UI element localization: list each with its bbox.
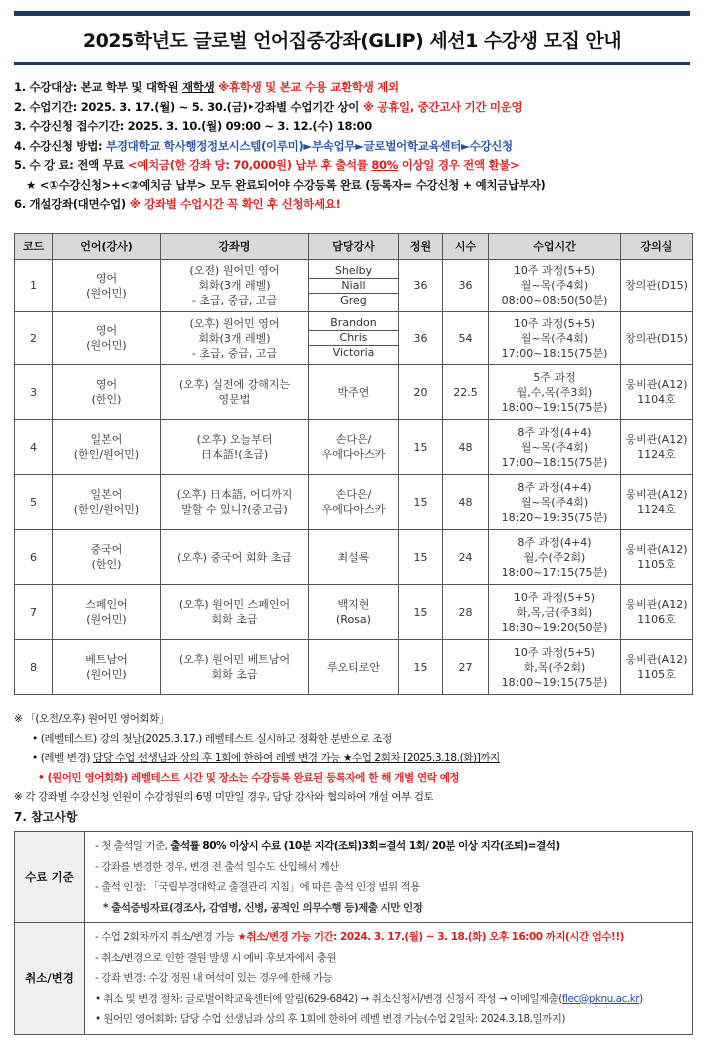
info-section bbox=[14, 78, 694, 215]
reference-table bbox=[14, 831, 693, 1035]
table-row: 4 일본어 (한인/원어민) (오후) 오늘부터 日本語!(초급) 손다은/ 우에다아스카 15 48 8주 과정(4+4) 월~목(주4회) 17:00~18:15(75분) 웅비관(A12) 1124호 bbox=[15, 420, 693, 475]
table-row: 8 베트남어 (원어민) (오후) 원어민 베트남어 회화 초급 루오티로안 15 27 10주 과정(5+5) 화,목(주2회) 18:00~19:15(75분) 웅비관(A12) 1105호 bbox=[15, 640, 693, 695]
note-level-change: • (레벨 변경) 담당 수업 선생님과 상의 후 1회에 한하여 레벨 변경 가능 ★수업 2회차 [2025.3.18.(화)]까지 bbox=[32, 752, 500, 764]
header-code: 코드 bbox=[15, 234, 53, 260]
table-row: 3 영어 (한인) (오후) 실전에 강해지는 영문법 박주연 20 22.5 5주 과정 월,수,목(주3회) 18:00~19:15(75분) 웅비관(A12) 1104호 bbox=[15, 365, 693, 420]
table-row: 6 중국어 (한인) (오후) 중국어 회화 초급 최설록 15 24 8주 과정(4+4) 월,수(주2회) 18:00~17:15(75분) 웅비관(A12) 1105호 bbox=[15, 530, 693, 585]
note-min-enrollment: ※ 각 강좌별 수강신청 인원이 수강정원의 6명 미만일 경우, 담당 강사와 협의하여 개설 여부 검토 bbox=[14, 791, 434, 803]
reference-row-completion: 수료 기준 - 첫 출석일 기준, 출석률 80% 이상시 수료 (10분 지각(조퇴)3회=결석 1회/ 20분 이상 지각(조퇴)=결석) - 강좌를 변경한 경우, 변경 전 출석 일수도 산입해서 계산 - 출석 인정: 「국립부경대학교 출결관리 지침」에 따른 출석 인정 범위 적용 * 출석증빙자료(경조사, 감염병, 신병, 공적인 의무수행 등)제출 시만 인정 bbox=[15, 832, 693, 923]
header-time: 수업시간 bbox=[489, 234, 621, 260]
header-language: 언어(강사) bbox=[53, 234, 161, 260]
table-row: 7 스페인어 (원어민) (오후) 원어민 스페인어 회화 초급 백지현 (Rosa) 15 28 10주 과정(5+5) 화,목,금(주3회) 18:30~19:20(50분) 웅비관(A12) 1106호 bbox=[15, 585, 693, 640]
table-header-row bbox=[15, 234, 693, 260]
info-fee: 5. 수 강 료: 전액 무료 <예치금(한 강좌 당: 70,000원) 납부 후 출석률 80% 이상일 경우 전액 환불> bbox=[14, 158, 520, 172]
note-contact: • (원어민 영어회화) 레벨테스트 시간 및 장소는 수강등록 완료된 등록자에 한 해 개별 연락 예정 bbox=[38, 771, 460, 784]
info-fee-note: ★ <①수강신청>+<②예치금 납부> 모두 완료되어야 수강등록 완료 (등록자= 수강신청 + 예치금납부자) bbox=[26, 177, 546, 192]
info-method: 4. 수강신청 방법: 부경대학교 학사행정정보시스템(이루미)►부속업무►글로벌어학교육센터►수강신청 bbox=[14, 138, 513, 153]
header-teacher: 담당강사 bbox=[309, 234, 399, 260]
header-room: 강의실 bbox=[621, 234, 693, 260]
info-courses-heading: 6. 개설강좌(대면수업) ※ 강좌별 수업시간 꼭 확인 후 신청하세요! bbox=[14, 197, 341, 211]
page-title: 2025학년도 글로벌 언어집중강좌(GLIP) 세션1 수강생 모집 안내 bbox=[82, 30, 622, 52]
note-level-test: • (레벨테스트) 강의 첫날(2025.3.17.) 레벨테스트 실시하고 정확한 분반으로 조정 bbox=[32, 732, 392, 745]
teacher-stack: Brandon Chris Victoria bbox=[309, 312, 399, 365]
header-capacity: 정원 bbox=[399, 234, 443, 260]
teacher-stack: Shelby Niall Greg bbox=[309, 260, 399, 312]
info-registration-period: 3. 수강신청 접수기간: 2025. 3. 10.(월) 09:00 ~ 3. 12.(수) 18:00 bbox=[14, 119, 372, 133]
reference-heading: 7. 참고사항 bbox=[14, 810, 78, 824]
table-row: 5 일본어 (한인/원어민) (오후) 日本語, 어디까지 말할 수 있니?(중고급) 손다은/ 우에다아스카 15 48 8주 과정(4+4) 월~목(주4회) 18:20~19:35(75분) 웅비관(A12) 1124호 bbox=[15, 475, 693, 530]
title-bottom-bar bbox=[14, 62, 690, 65]
reference-row-cancel: 취소/변경 - 수업 2회차까지 취소/변경 가능 ★취소/변경 가능 기간: 2024. 3. 17.(월) ~ 3. 18.(화) 오후 16:00 까지(시간 엄수!!) - 취소/변경으로 인한 결원 발생 시 예비 후보자에서 충원 - 강좌 변경: 수강 정원 내 여석이 있는 경우에 한해 가능 • 취소 및 변경 절차: 글로벌어학교육센터에 알림(629-6842) → 취소신청서/변경 신청서 작성 → 이메일제출(flec@pknu.ac.kr) • 원어민 영어회화: 담당 수업 선생님과 상의 후 1회에 한하여 레벨 변경 가능(수업 2일차: 2024.3.18.일까지) bbox=[15, 923, 693, 1035]
completion-label: 수료 기준 bbox=[15, 832, 85, 923]
header-course: 강좌명 bbox=[161, 234, 309, 260]
note-english-title: ※ 「(오전/오후) 원어민 영어회화」 bbox=[14, 713, 170, 725]
table-row: 2 영어 (원어민) (오후) 원어민 영어 회화(3개 레벨) - 초급, 중급, 고급 Brandon Chris Victoria 36 54 10주 과정(5+5) 월~목(주4회) 17:00~18:15(75분) 창의관(D15) bbox=[15, 312, 693, 365]
table-row: 1 영어 (원어민) (오전) 원어민 영어 회화(3개 레벨) - 초급, 중급, 고급 Shelby Niall Greg 36 36 10주 과정(5+5) 월~목(주4회) 08:00~08:50(50분) 창의관(D15) bbox=[15, 260, 693, 312]
info-target: 1. 수강대상: 본교 학부 및 대학원 재학생 ※휴학생 및 본교 수용 교환학생 제외 bbox=[14, 80, 399, 94]
email-link[interactable]: flec@pknu.ac.kr bbox=[561, 992, 640, 1005]
title-top-bar bbox=[14, 11, 690, 16]
cancel-label: 취소/변경 bbox=[15, 923, 85, 1035]
course-table bbox=[14, 233, 693, 695]
header-hours: 시수 bbox=[443, 234, 489, 260]
info-period: 2. 수업기간: 2025. 3. 17.(월) ~ 5. 30.(금)‣강좌별 수업기간 상이 ※ 공휴일, 중간고사 기간 미운영 bbox=[14, 99, 523, 114]
notes-section bbox=[14, 710, 694, 808]
